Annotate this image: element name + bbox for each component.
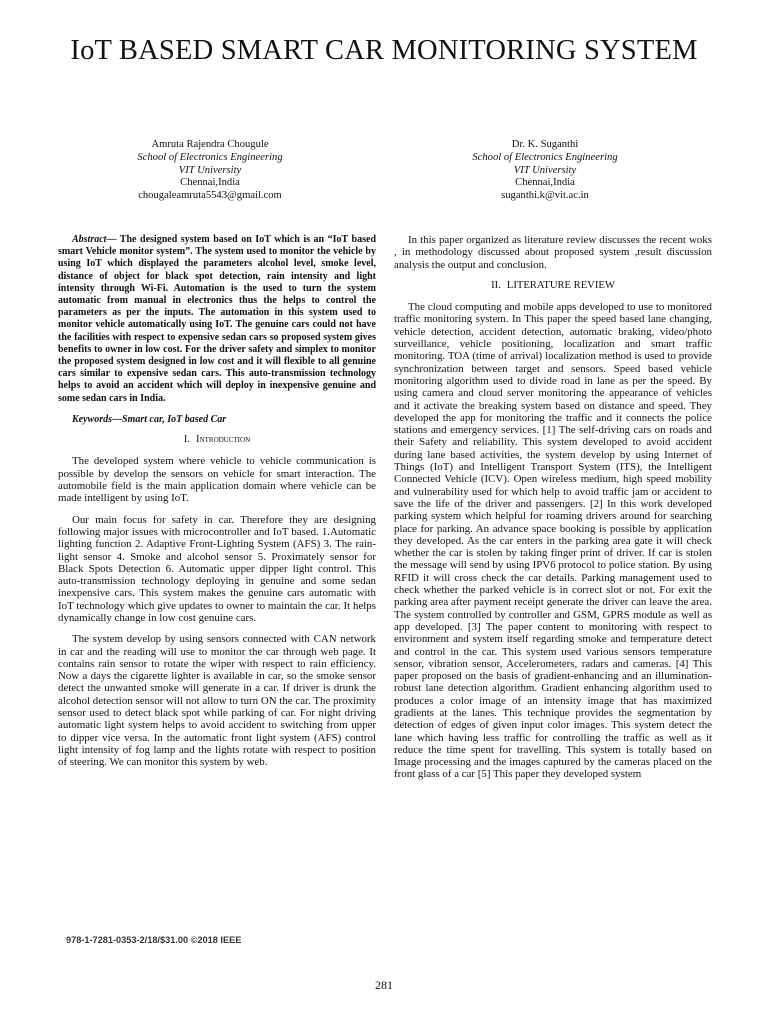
- author-email: suganthi.k@vit.ac.in: [501, 190, 589, 202]
- author-affiliation: School of Electronics Engineering: [137, 151, 283, 163]
- right-column: [394, 234, 712, 790]
- section-number: II.: [491, 279, 501, 291]
- author-university: VIT University: [513, 164, 577, 176]
- paper-organization-paragraph: In this paper organized as literature review discusses the recent woks , in methodology discussed about proposed system ,result discussion analysis the output and conclusion.: [394, 234, 712, 271]
- section-heading-literature-review: [394, 280, 712, 292]
- author-location: Chennai,India: [515, 177, 575, 189]
- author-university: VIT University: [178, 164, 242, 176]
- author-affiliation: School of Electronics Engineering: [472, 151, 618, 163]
- section-title: Introduction: [196, 434, 251, 446]
- intro-paragraph-1: The developed system where vehicle to vehicle communication is possible by develop the sensors on vehicle for smart interaction. The automobile field is the main application domain where vehicle can be made intelligent by using IoT.: [58, 455, 376, 505]
- author-location: Chennai,India: [180, 177, 240, 189]
- copyright-footer: 978-1-7281-0353-2/18/$31.00 ©2018 IEEE: [66, 935, 242, 945]
- abstract: [58, 234, 376, 405]
- section-title: LITERATURE REVIEW: [506, 279, 615, 291]
- literature-review-paragraph: The cloud computing and mobile apps developed to use to monitored traffic monitoring system. In This paper the speed based lane changing, vehicle detection, accident detection, automatic braking, video/photo surveillance, vehicle positioning, localization and smart traffic monitoring. TOA (time of arrival) localization method is used to provide synchronization between target and sensors. Speed based vehicle monitoring algorithm used to divide road in lane as per the speed. By using camera and cloud server monitoring the appearance of vehicles and it activate the breaking system based on distance and speed. They developed the app for monitoring the traffic and it connects the police stations and emergency services. [1] The self-driving cars on roads and their Safety and reliability. This system developed to avoid accident during lane based activities, the system develop by using Internet of Things (IoT) and Intelligent Transport System (ITS), the Intelligent Connected Vehicle (ICV). Open wireless medium, high speed mobility and vulnerability used for which help to avoid traffic jam or accident to save the life of the driver and passengers. [2] In this work developed parking system which helpful for roaming drivers around for searching place for parking. An advance space booking is possible by application they developed. As the car enters in the parking area gate it will check whether the car is stolen by taking finger print of driver. If car is stolen the message will send by using IPV6 protocol to police station. By using RFID it will cross check the car details. Parking management used to check whether the parked vehicle is in correct slot or not. For exit the parking area after payment receipt generate the driver can leave the area. The system controlled by controller and GSM, GPRS module as well as app developed. [3] The paper content to monitoring with respect to environment and system itself regarding smoke and temperature detect and control in the car. This system used various sensors temperature sensor, vibration sensor, Accelerometers, radars and cameras. [4] This paper proposed on the basis of gradient-enhancing and an illumination-robust lane detection algorithm. Gradient enhancing algorithm used to produces a color image of an intensity image that has maximized gradients at the lanes. This technique provides the segmentation by detection of edges of given input color images. This system detect the lane which having less traffic for controlling the traffic as well as it reduce the time spent for travelling. This system is totally based on Image processing and the images captured by the cameras placed on the front glass of a car [5] This paper they developed system: [394, 301, 712, 781]
- intro-paragraph-3: The system develop by using sensors connected with CAN network in car and the reading will use to monitor the car through web page. It contains rain sensor to rotate the wiper with respect to rain efficiency. Now a days the cigarette lighter is available in car, so the smoke sensor detect the unwanted smoke will generate in a car. If driver is drunk the alcohol detection sensor will not allow to turn ON the car. The proximity sensor used to detect black spot while parking of car. For night driving automatic light system helps to avoid accident to switching from upper to dipper vice versa. In the automatic front light system (AFS) control light intensity of fog lamp and the lights rotate with respect to position of steering. We can monitor this system by web.: [58, 633, 376, 769]
- author-block-1: [60, 139, 360, 203]
- section-number: I.: [183, 434, 191, 446]
- author-block-2: [395, 139, 695, 203]
- paper-title: IoT BASED SMART CAR MONITORING SYSTEM: [70, 35, 698, 66]
- author-name: Dr. K. Suganthi: [511, 139, 579, 150]
- abstract-label: Abstract: [72, 234, 107, 245]
- section-heading-introduction: [58, 434, 376, 446]
- keywords: Keywords—Smart car, IoT based Car: [72, 413, 227, 425]
- author-name: Amruta Rajendra Chougule: [151, 139, 269, 150]
- page-number: 281: [375, 978, 393, 992]
- author-email: chougaleamruta5543@gmail.com: [138, 190, 282, 202]
- intro-paragraph-2: Our main focus for safety in car. Therefore they are designing following major issues with microcontroller and IoT based. 1.Automatic lighting function 2. Adaptive Front-Lighting System (AFS) 3. The rain-light sensor 4. Smoke and alcohol sensor 5. Proximately sensor for Black Spots Detection 6. Automatic upper dipper light control. This auto-transmission technology deploying in genuine and some sedan inexpensive cars. This system makes the genuine cars automatic with IoT technology which give updates to owner to maintain the car. It helps dynamically change in low cost genuine cars.: [58, 513, 376, 624]
- abstract-text: — The designed system based on IoT which is an “IoT based smart Vehicle monitor system”. The system used to monitor the vehicle by using IoT which displayed the parameters alcohol level, smoke level, distance of object for black spot detection, rain intensity and light intensity through Wi-Fi. Automation is the used to turn the system automatic from manual in electronics thus the helps to control the parameters as per the inputs. The automation in this system used to monitor vehicle automatically using IoT. The genuine cars could not have the facilities with respect to expensive sedan cars so proposed system gives benefits to owner in low cost. For the driver safety and simplex to monitor the proposed system designed in low cost and it will flexible to all genuine cars similar to expensive sedan cars. This auto-transmission technology helps to avoid an accident which will deploy in inexpensive genuine and some sedan cars in India.: [58, 234, 376, 404]
- left-column: [58, 234, 376, 778]
